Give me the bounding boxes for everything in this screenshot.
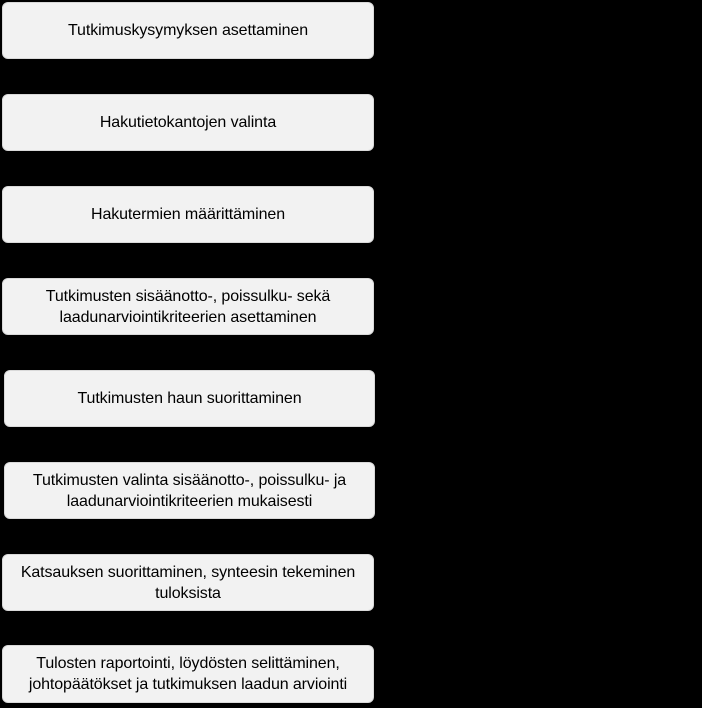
step-database-selection: Hakutietokantojen valinta [2,94,374,151]
step-reporting: Tulosten raportointi, löydösten selittäminen, johtopäätökset ja tutkimuksen laadun arviointi [2,645,374,703]
step-review-synthesis: Katsauksen suorittaminen, synteesin tekeminen tuloksista [2,554,374,611]
step-study-selection: Tutkimusten valinta sisäänotto-, poissulku- ja laadunarviointikriteerien mukaisesti [4,462,375,519]
step-search-execution: Tutkimusten haun suorittaminen [4,370,375,427]
step-search-terms: Hakutermien määrittäminen [2,186,374,243]
step-criteria-setting: Tutkimusten sisäänotto-, poissulku- sekä laadunarviointikriteerien asettaminen [2,278,374,335]
step-research-question: Tutkimuskysymyksen asettaminen [2,2,374,59]
